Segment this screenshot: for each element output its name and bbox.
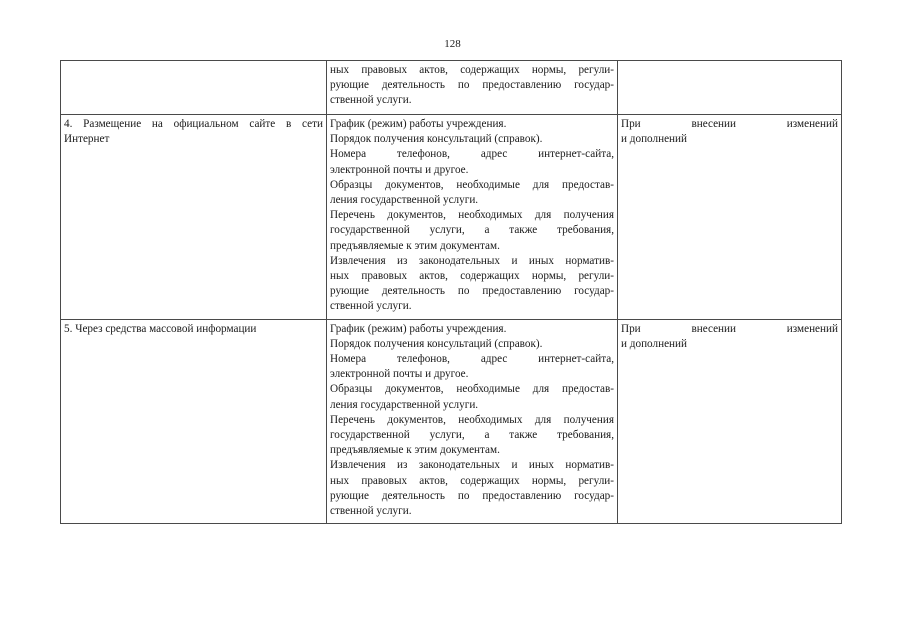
info-line: Образцы документов, необходимые для предостав- [330,178,614,191]
info-line: электронной почты и другое. [330,368,469,381]
info-line: График (режим) работы учреждения. [330,118,507,130]
info-line: Номера телефонов, адрес интернет-сайта, [330,148,614,161]
method-cell [61,61,327,115]
frequency-line: При внесении изменений [621,322,838,335]
info-line: Образцы документов, необходимые для предостав- [330,383,614,396]
info-line: ственной услуги. [330,505,412,518]
info-line: Порядок получения консультаций (справок). [330,337,543,350]
frequency-line: При внесении изменений [621,118,838,130]
method-text: 5. Через средства массовой информации [64,322,257,335]
frequency-line: и дополнений [621,337,687,350]
information-table [60,60,842,524]
info-line: Порядок получения консультаций (справок). [330,133,543,146]
info-line: государственной услуги, а также требования, [330,429,614,442]
info-line: рующие деятельность по предоставлению государ- [330,285,614,298]
table-row [61,115,842,320]
frequency-cell [618,319,842,524]
frequency-cell [618,115,842,320]
method-text: 4. Размещение на официальном сайте в сети Интернет [64,118,323,146]
info-line: государственной услуги, а также требования, [330,224,614,237]
info-line: предъявляемые к этим документам. [330,239,500,252]
info-cell [327,115,618,320]
info-line: ных правовых актов, содержащих нормы, регули- [330,64,614,76]
table-row [61,319,842,524]
info-line: ственной услуги. [330,300,412,313]
info-line: ления государственной услуги. [330,194,479,207]
info-line: электронной почты и другое. [330,163,469,176]
frequency-line: и дополнений [621,133,687,146]
frequency-cell [618,61,842,115]
info-line: ных правовых актов, содержащих нормы, регули- [330,270,614,283]
info-line: предъявляемые к этим документам. [330,444,500,457]
info-line: Перечень документов, необходимых для получения [330,413,614,426]
info-line: ления государственной услуги. [330,398,479,411]
info-line: рующие деятельность по предоставлению государ- [330,489,614,502]
table-row [61,61,842,115]
info-cell [327,61,618,115]
info-line: График (режим) работы учреждения. [330,322,507,335]
method-cell [61,319,327,524]
page-number: 128 [444,38,461,50]
method-cell [61,115,327,320]
info-line: Извлечения из законодательных и иных норматив- [330,459,614,472]
info-line: Извлечения из законодательных и иных норматив- [330,254,614,267]
info-line: рующие деятельность по предоставлению государ- [330,79,614,92]
info-line: Перечень документов, необходимых для получения [330,209,614,222]
info-cell [327,319,618,524]
info-line: Номера телефонов, адрес интернет-сайта, [330,353,614,366]
info-line: ственной услуги. [330,94,412,107]
info-line: ных правовых актов, содержащих нормы, регули- [330,474,614,487]
